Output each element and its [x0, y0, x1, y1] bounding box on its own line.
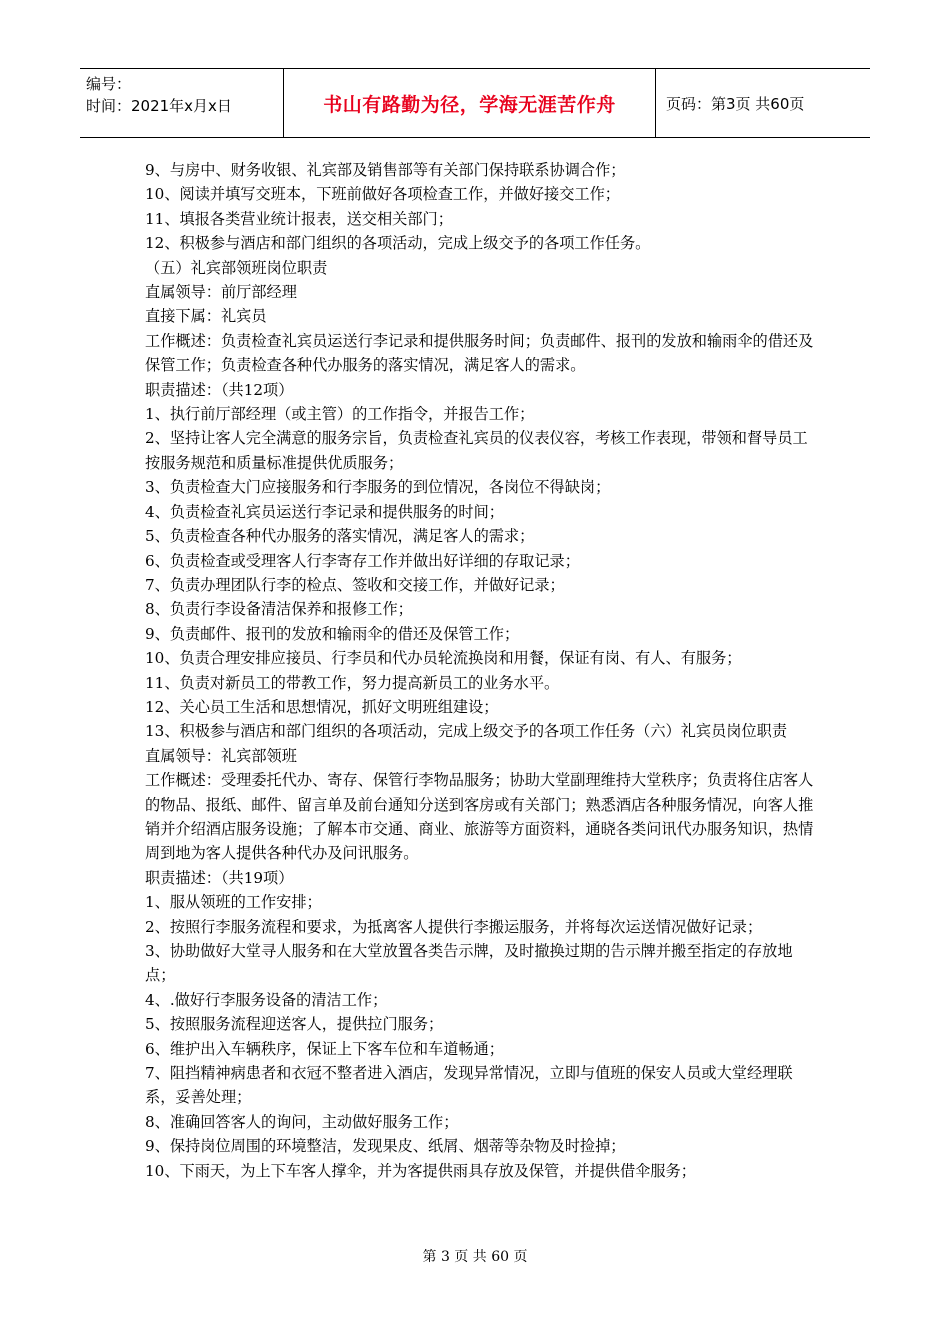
section-heading: （五）礼宾部领班岗位职责	[145, 258, 328, 277]
text-line: 9、与房中、财务收银、礼宾部及销售部等有关部门保持联系协调合作；	[145, 161, 626, 179]
page-header	[80, 68, 870, 138]
list-item: 10、负责合理安排应接员、行李员和代办员轮流换岗和用餐，保证有岗、有人、有服务；	[145, 649, 742, 668]
list-item: 2、坚持让客人完全满意的服务宗旨，负责检查礼宾员的仪表仪容，考核工作表现，带领和督导员工按服务规范和质量标准提供优质服务；	[145, 429, 808, 472]
list-item: 8、准确回答客人的询问，主动做好服务工作；	[145, 1112, 459, 1131]
list-item: 5、按照服务流程迎送客人，提供拉门服务；	[145, 1015, 444, 1034]
list-item: 9、保持岗位周围的环境整洁，发现果皮、纸屑、烟蒂等杂物及时捡掉；	[145, 1137, 626, 1156]
list-item: 7、阻挡精神病患者和衣冠不整者进入酒店，发现异常情况，立即与值班的保安人员或大堂经理联系，妥善处理；	[145, 1064, 793, 1107]
header-info-cell	[80, 69, 284, 137]
document-number-label: 编号：	[86, 75, 132, 93]
list-item: 12、关心员工生活和思想情况，抓好文明班组建设；	[145, 697, 499, 716]
list-item: 6、维护出入车辆秩序，保证上下客车位和车道畅通；	[145, 1039, 504, 1058]
list-item: 7、负责办理团队行李的检点、签收和交接工作，并做好记录；	[145, 575, 565, 594]
list-item: 5、负责检查各种代办服务的落实情况，满足客人的需求；	[145, 527, 535, 546]
text-line: 11、填报各类营业统计报表，送交相关部门；	[145, 209, 453, 228]
document-date-label: 时间：2021年x月x日	[86, 97, 232, 115]
list-item: 6、负责检查或受理客人行李寄存工作并做出好详细的存取记录；	[145, 551, 580, 570]
text-paragraph: 工作概述：受理委托代办、寄存、保管行李物品服务；协助大堂副理维持大堂秩序；负责将住店客人的物品、报纸、邮件、留言单及前台通知分送到客房或有关部门；熟悉酒店各种服务情况，向客人推销并介绍酒店服务设施；了解本市交通、商业、旅游等方面资料，通晓各类问讯代办服务知识，热情周到地为客人提供各种代办及问讯服务。	[145, 771, 814, 863]
document-body	[145, 158, 815, 1183]
text-line: 职责描述：（共12项）	[145, 380, 294, 399]
list-item: 3、负责检查大门应接服务和行李服务的到位情况，各岗位不得缺岗；	[145, 478, 611, 497]
list-item: 8、负责行李设备清洁保养和报修工作；	[145, 600, 413, 619]
text-line: 直属领导：礼宾部领班	[145, 746, 297, 765]
text-paragraph: 工作概述：负责检查礼宾员运送行李记录和提供服务时间；负责邮件、报刊的发放和输雨伞的借还及保管工作；负责检查各种代办服务的落实情况，满足客人的需求。	[145, 331, 814, 375]
page-footer: 第 3 页 共 60 页	[422, 1249, 528, 1265]
text-line: 直接下属：礼宾员	[145, 307, 267, 326]
list-item: 11、负责对新员工的带教工作，努力提高新员工的业务水平。	[145, 673, 560, 692]
header-motto: 书山有路勤为径，学海无涯苦作舟	[284, 69, 656, 137]
list-item: 13、积极参与酒店和部门组织的各项活动，完成上级交予的各项工作任务（六）礼宾员岗位职责	[145, 722, 788, 741]
text-line: 直属领导：前厅部经理	[145, 283, 297, 302]
list-item: 10、下雨天，为上下车客人撑伞，并为客提供雨具存放及保管，并提供借伞服务；	[145, 1161, 696, 1180]
text-line: 10、阅读并填写交班本，下班前做好各项检查工作，并做好接交工作；	[145, 185, 620, 204]
list-item: 2、按照行李服务流程和要求，为抵离客人提供行李搬运服务，并将每次运送情况做好记录；	[145, 917, 763, 936]
list-item: 4、.做好行李服务设备的清洁工作；	[145, 990, 388, 1009]
list-item: 9、负责邮件、报刊的发放和输雨伞的借还及保管工作；	[145, 624, 520, 643]
list-item: 3、协助做好大堂寻人服务和在大堂放置各类告示牌，及时撤换过期的告示牌并搬至指定的存放地点；	[145, 942, 793, 985]
list-item: 1、执行前厅部经理（或主管）的工作指令，并报告工作；	[145, 405, 535, 424]
text-line: 职责描述：（共19项）	[145, 868, 294, 887]
list-item: 1、服从领班的工作安排；	[145, 893, 322, 912]
text-line: 12、积极参与酒店和部门组织的各项活动，完成上级交予的各项工作任务。	[145, 234, 651, 253]
list-item: 4、负责检查礼宾员运送行李记录和提供服务的时间；	[145, 502, 504, 521]
header-page-label: 页码：第3页 共60页	[666, 94, 805, 113]
